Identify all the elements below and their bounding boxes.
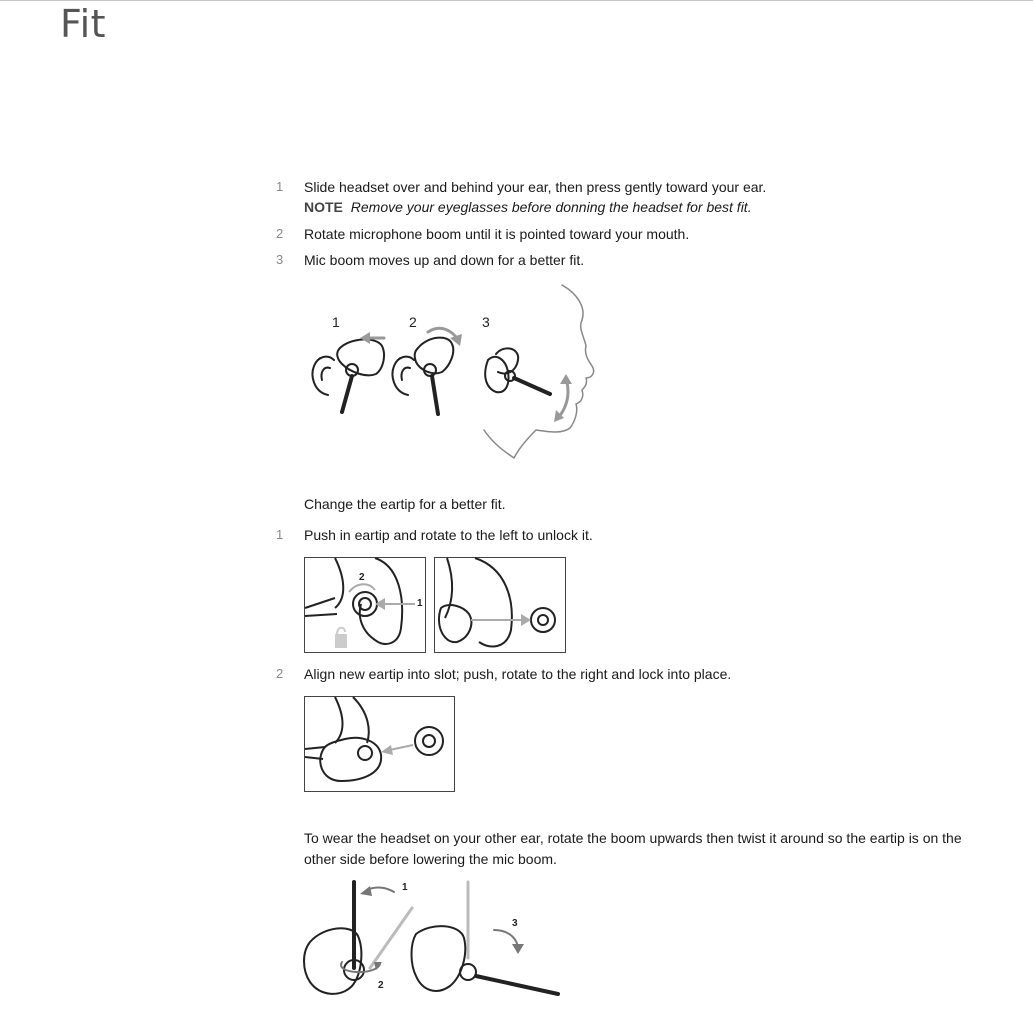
step-text: Rotate microphone boom until it is pointed toward your mouth. (304, 226, 690, 242)
unlock-figure-b (434, 557, 566, 653)
note-label: NOTE (304, 199, 343, 215)
step-text: Push in eartip and rotate to the left to unlock it. (304, 527, 593, 543)
note (304, 198, 752, 216)
step-number: 2 (276, 226, 284, 241)
step-number: 3 (276, 252, 284, 267)
step-text: Align new eartip into slot; push, rotate to the right and lock into place. (304, 666, 732, 682)
step-number: 1 (276, 179, 284, 194)
lock-figure (304, 696, 455, 792)
unlock-label-2: 2 (359, 572, 365, 583)
step-text: Mic boom moves up and down for a better fit. (304, 252, 585, 268)
fig-label-2: 2 (409, 314, 417, 330)
panel-3-face (484, 285, 594, 458)
fig-label-3: 3 (482, 314, 490, 330)
panel-2-headset (393, 338, 454, 414)
note-text: Remove your eyeglasses before donning the headset for best fit. (350, 199, 752, 215)
unlock-figure-a (304, 557, 426, 653)
fig-label-1: 1 (332, 314, 340, 330)
other-ear-label-2: 2 (378, 980, 384, 991)
top-divider (0, 0, 1033, 1)
step-number: 2 (276, 666, 284, 681)
other-ear-label-1: 1 (402, 882, 408, 893)
step-text: Slide headset over and behind your ear, then press gently toward your ear. (304, 179, 767, 195)
unlock-label-1: 1 (417, 598, 423, 609)
page-title: Fit (60, 2, 107, 46)
other-ear-text: To wear the headset on your other ear, rotate the boom upwards then twist it around so the eartip is on the other side before lowering the mic boom. (304, 830, 962, 867)
fit-illustration (300, 280, 610, 465)
panel-1-headset (313, 339, 384, 412)
other-ear-illustration (296, 878, 566, 1008)
eartip-intro: Change the eartip for a better fit. (304, 496, 506, 512)
step-number: 1 (276, 527, 284, 542)
other-ear-label-3: 3 (512, 918, 518, 929)
